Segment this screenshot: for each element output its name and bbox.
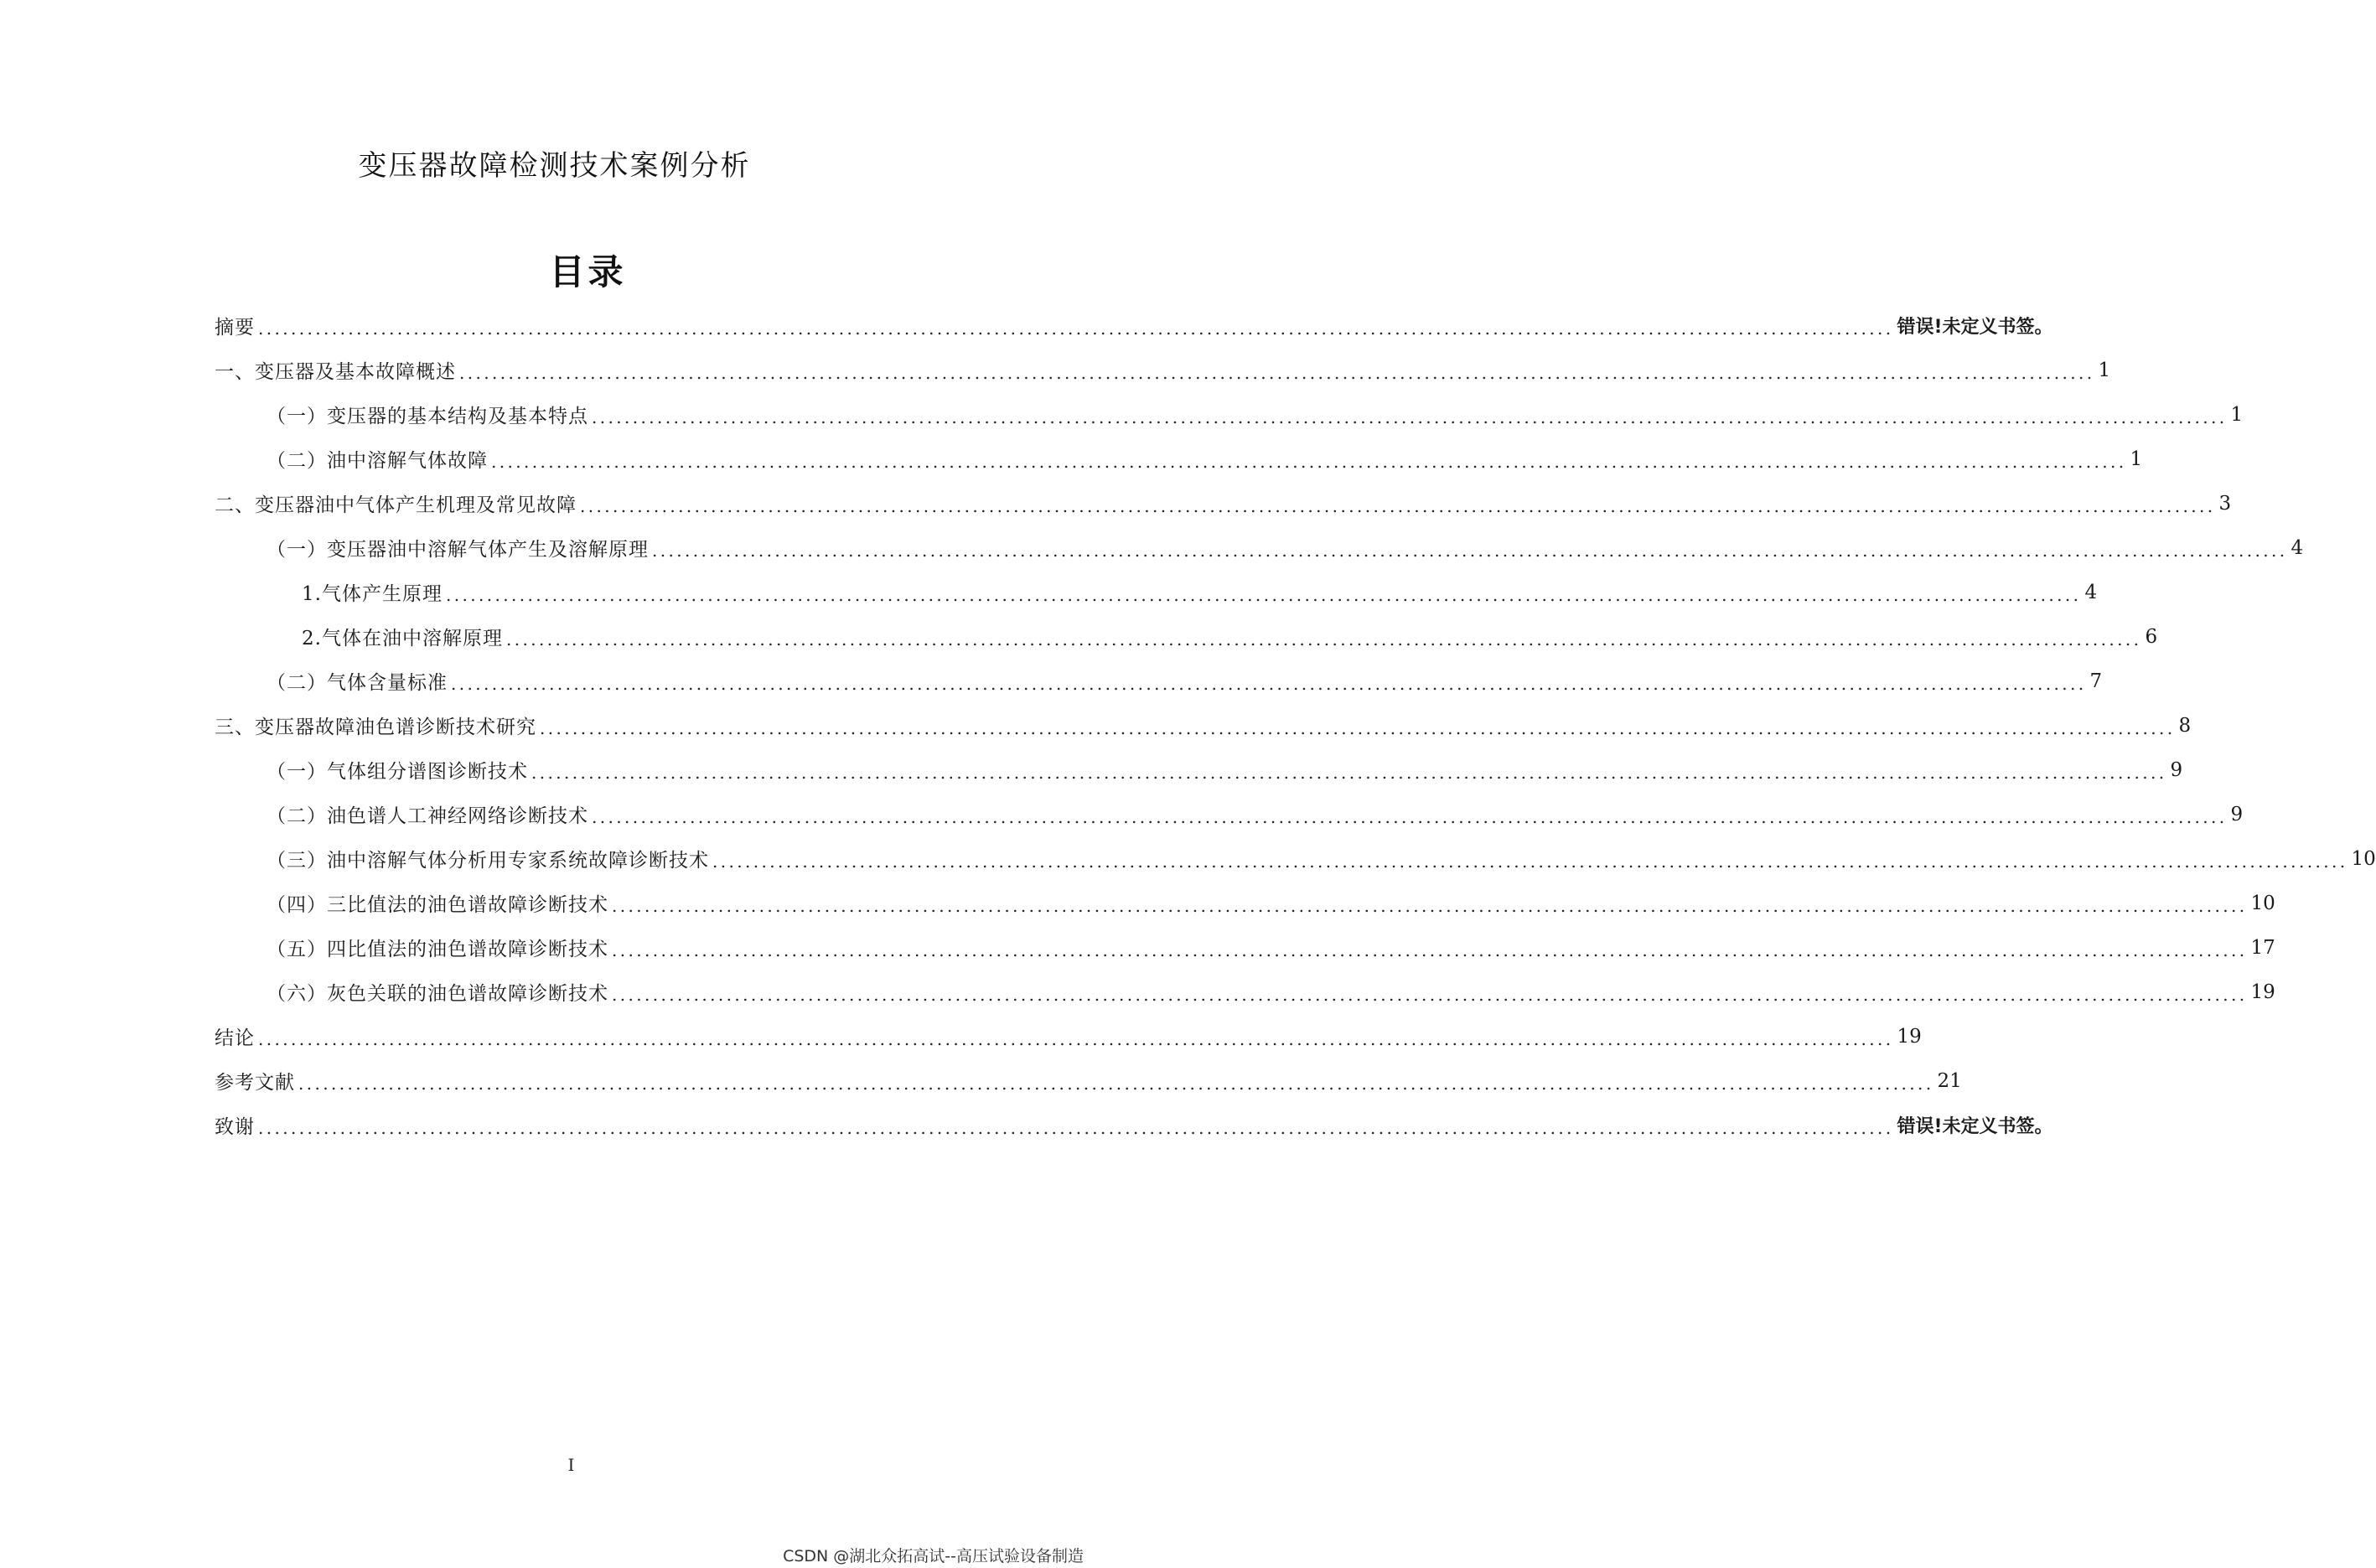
toc-entry-label: （一）变压器油中溶解气体产生及溶解原理: [267, 534, 649, 561]
toc-entry[interactable]: [215, 303, 2053, 348]
toc-dot-leader: ........................................................................................................................................................................................................: [459, 362, 2095, 383]
toc-dot-leader: ........................................................................................................................................................................................................: [652, 540, 2288, 561]
toc-entry-page: 1: [2098, 359, 2111, 381]
toc-entry-page: 17: [2250, 936, 2275, 959]
toc-dot-leader: ........................................................................................................................................................................................................: [258, 318, 1894, 339]
toc-entry-label: 三、变压器故障油色谱诊断技术研究: [215, 712, 536, 739]
toc-entry[interactable]: [215, 1058, 1962, 1103]
toc-entry[interactable]: [215, 392, 2244, 437]
toc-entry-page: 7: [2089, 670, 2103, 692]
toc-entry[interactable]: [215, 614, 2158, 659]
toc-entry-label: （六）灰色关联的油色谱故障诊断技术: [267, 978, 608, 1006]
toc-entry-label: 结论: [215, 1022, 255, 1050]
toc-dot-leader: ........................................................................................................................................................................................................: [712, 851, 2348, 872]
toc-entry[interactable]: [215, 792, 2244, 836]
toc-entry[interactable]: [215, 1014, 1922, 1058]
toc-entry-page: 8: [2178, 714, 2192, 737]
table-of-contents: [215, 303, 2376, 1147]
toc-dot-leader: ........................................................................................................................................................................................................: [612, 984, 2248, 1005]
watermark: CSDN @湖北众拓高试--高压试验设备制造: [783, 1547, 1084, 1565]
toc-entry[interactable]: [215, 748, 2183, 792]
toc-dot-leader: ........................................................................................................................................................................................................: [592, 806, 2228, 827]
toc-entry-label: 致谢: [215, 1111, 255, 1139]
toc-entry-page: 10: [2250, 892, 2275, 914]
toc-dot-leader: ........................................................................................................................................................................................................: [505, 629, 2142, 649]
toc-entry-page: 4: [2084, 581, 2098, 603]
toc-entry-label: （四）三比值法的油色谱故障诊断技术: [267, 889, 608, 917]
toc-dot-leader: ........................................................................................................................................................................................................: [451, 673, 2087, 694]
toc-entry-page: 10: [2351, 847, 2376, 870]
toc-entry-label: 2.气体在油中溶解原理: [302, 623, 503, 650]
toc-entry-label: （五）四比值法的油色谱故障诊断技术: [267, 934, 608, 961]
toc-entry[interactable]: [215, 703, 2192, 748]
document-title: 变压器故障检测技术案例分析: [358, 149, 751, 183]
toc-entry-label: （二）油色谱人工神经网络诊断技术: [267, 800, 588, 828]
toc-entry-page: 4: [2291, 536, 2304, 559]
toc-dot-leader: ........................................................................................................................................................................................................: [258, 1028, 1894, 1049]
toc-dot-leader: ........................................................................................................................................................................................................: [580, 495, 2216, 516]
toc-entry[interactable]: [215, 1103, 2053, 1147]
toc-entry-page: 1: [2130, 448, 2143, 470]
toc-dot-leader: ........................................................................................................................................................................................................: [592, 406, 2228, 427]
toc-entry-page: 9: [2170, 758, 2183, 781]
toc-dot-leader: ........................................................................................................................................................................................................: [531, 762, 2167, 783]
toc-entry-label: 一、变压器及基本故障概述: [215, 356, 456, 384]
toc-entry[interactable]: [215, 970, 2275, 1014]
toc-dot-leader: ........................................................................................................................................................................................................: [540, 717, 2176, 738]
toc-entry-page: 19: [1897, 1025, 1922, 1048]
toc-entry[interactable]: [215, 836, 2376, 881]
toc-entry[interactable]: [215, 481, 2232, 525]
toc-entry-page: 错误!未定义书签。: [1897, 317, 2053, 338]
toc-dot-leader: ........................................................................................................................................................................................................: [258, 1117, 1894, 1138]
toc-entry[interactable]: [215, 437, 2143, 481]
toc-entry[interactable]: [215, 570, 2098, 614]
toc-dot-leader: ........................................................................................................................................................................................................: [612, 939, 2248, 960]
toc-entry-label: 1.气体产生原理: [302, 578, 443, 606]
toc-entry-page: 19: [2250, 981, 2275, 1003]
toc-entry-page: 1: [2230, 403, 2244, 426]
toc-dot-leader: ........................................................................................................................................................................................................: [612, 895, 2248, 916]
toc-entry-page: 9: [2230, 803, 2244, 825]
toc-entry-page: 3: [2218, 492, 2232, 515]
toc-entry-label: （二）气体含量标准: [267, 667, 448, 695]
page-number: I: [567, 1455, 575, 1475]
toc-entry-label: （一）气体组分谱图诊断技术: [267, 756, 528, 784]
toc-entry-label: （三）油中溶解气体分析用专家系统故障诊断技术: [267, 845, 709, 872]
toc-entry-label: 二、变压器油中气体产生机理及常见故障: [215, 489, 577, 517]
toc-entry-page: 6: [2145, 625, 2158, 648]
toc-dot-leader: ........................................................................................................................................................................................................: [298, 1073, 1934, 1094]
toc-entry-label: 摘要: [215, 312, 255, 339]
toc-entry[interactable]: [215, 925, 2275, 970]
toc-entry[interactable]: [215, 525, 2304, 570]
toc-entry[interactable]: [215, 659, 2103, 703]
toc-entry[interactable]: [215, 348, 2111, 392]
toc-dot-leader: ........................................................................................................................................................................................................: [445, 584, 2082, 605]
toc-entry-page: 错误!未定义书签。: [1897, 1116, 2053, 1137]
toc-entry-label: （二）油中溶解气体故障: [267, 445, 488, 473]
toc-entry-label: （一）变压器的基本结构及基本特点: [267, 401, 588, 428]
toc-entry[interactable]: [215, 881, 2275, 925]
toc-entry-page: 21: [1937, 1069, 1962, 1092]
toc-heading: 目录: [549, 251, 627, 292]
toc-entry-label: 参考文献: [215, 1067, 295, 1094]
toc-dot-leader: ........................................................................................................................................................................................................: [491, 451, 2127, 472]
